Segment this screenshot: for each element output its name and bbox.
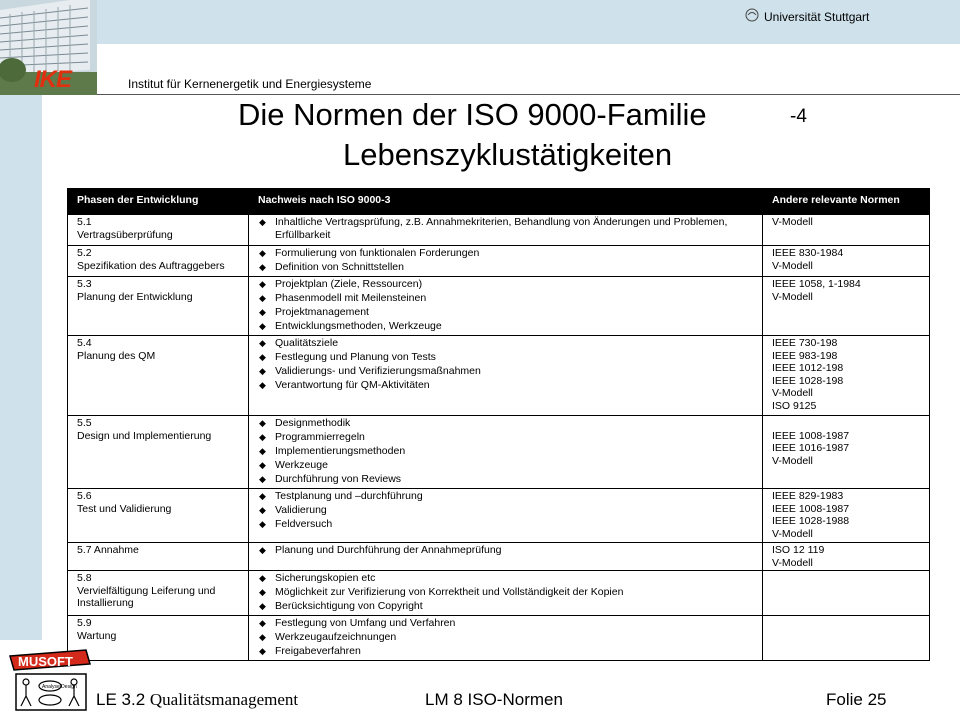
list-item-text: Festlegung von Umfang und Verfahren xyxy=(275,617,456,629)
list-item-text: Programmierregeln xyxy=(275,431,365,443)
norm-entry: IEEE 1028-198 xyxy=(772,374,844,387)
list-item-text: Entwicklungsmethoden, Werkzeuge xyxy=(275,320,442,332)
phase-name: Planung des QM xyxy=(77,349,156,362)
norm-entry: IEEE 983-198 xyxy=(772,349,838,362)
evidence-cell xyxy=(249,277,763,336)
list-item xyxy=(258,261,758,274)
phase-name: Wartung xyxy=(77,629,117,642)
norms-cell xyxy=(763,489,930,543)
norm-entry: IEEE 830-1984 xyxy=(772,247,844,259)
list-item xyxy=(258,631,758,644)
list-item xyxy=(258,278,758,291)
table-row xyxy=(68,489,930,543)
list-item-text: Durchführung von Reviews xyxy=(275,473,402,485)
ike-logo: IKE xyxy=(34,66,72,93)
header-divider xyxy=(97,94,960,95)
norms-cell xyxy=(763,336,930,416)
list-item xyxy=(258,431,758,444)
norm-entry: V-Modell xyxy=(772,556,813,569)
slide-title: Die Normen der ISO 9000-Familie xyxy=(238,97,707,132)
column-header-evidence: Nachweis nach ISO 9000-3 xyxy=(249,189,763,215)
phase-name: Test und Validierung xyxy=(77,502,172,515)
bullet-icon: ◆ xyxy=(259,573,266,583)
evidence-cell xyxy=(249,543,763,571)
bullet-icon: ◆ xyxy=(259,519,266,529)
list-item xyxy=(258,518,758,531)
evidence-cell xyxy=(249,215,763,246)
phase-cell xyxy=(68,336,249,416)
list-item-text: Definition von Schnittstellen xyxy=(275,261,404,273)
bullet-icon: ◆ xyxy=(259,366,266,376)
bullet-icon: ◆ xyxy=(259,248,266,258)
norm-entry: ISO 9125 xyxy=(772,399,817,412)
left-decor-band xyxy=(0,95,42,640)
list-item-text: Testplanung und –durchführung xyxy=(275,490,423,502)
list-item-text: Inhaltliche Vertragsprüfung, z.B. Annahmekriterien, Behandlung von Änderungen und Problemen, Erfüllbarkeit xyxy=(275,216,728,241)
list-item xyxy=(258,645,758,658)
phase-name: Vervielfältigung Leiferung und Installierung xyxy=(77,584,216,609)
list-item-text: Sicherungskopien etc xyxy=(275,572,376,584)
list-item xyxy=(258,490,758,503)
list-item xyxy=(258,247,758,260)
list-item xyxy=(258,417,758,430)
evidence-cell xyxy=(249,616,763,661)
norms-cell xyxy=(763,571,930,616)
evidence-cell xyxy=(249,489,763,543)
list-item-text: Werkzeugaufzeichnungen xyxy=(275,631,397,643)
list-item xyxy=(258,504,758,517)
musoft-logo-text: MUSOFT xyxy=(18,654,73,669)
bullet-icon: ◆ xyxy=(259,262,266,272)
list-item xyxy=(258,337,758,350)
table-row xyxy=(68,571,930,616)
phase-number: 5.2 xyxy=(77,247,92,259)
bullet-icon: ◆ xyxy=(259,418,266,428)
table-row xyxy=(68,336,930,416)
list-item-text: Formulierung von funktionalen Forderungen xyxy=(275,247,480,259)
norms-cell xyxy=(763,616,930,661)
bullet-icon: ◆ xyxy=(259,587,266,597)
norm-entry: V-Modell xyxy=(772,290,813,303)
list-item-text: Qualitätsziele xyxy=(275,337,339,349)
phase-cell xyxy=(68,616,249,661)
list-item xyxy=(258,544,758,557)
phase-cell xyxy=(68,416,249,489)
list-item-text: Validierungs- und Verifizierungsmaßnahmen xyxy=(275,365,481,377)
university-name: Universität Stuttgart xyxy=(764,10,870,24)
phase-cell xyxy=(68,543,249,571)
norms-table xyxy=(67,188,930,661)
list-item-text: Freigabeverfahren xyxy=(275,645,361,657)
list-item-text: Verantwortung für QM-Aktivitäten xyxy=(275,379,430,391)
table-row xyxy=(68,215,930,246)
bullet-icon: ◆ xyxy=(259,279,266,289)
phase-cell xyxy=(68,571,249,616)
list-item xyxy=(258,600,758,613)
norm-entry: V-Modell xyxy=(772,216,813,228)
table-header-row xyxy=(68,189,930,215)
bullet-icon: ◆ xyxy=(259,293,266,303)
bullet-icon: ◆ xyxy=(259,460,266,470)
list-item-text: Werkzeuge xyxy=(275,459,328,471)
list-item-text: Implementierungsmethoden xyxy=(275,445,406,457)
university-logo-icon xyxy=(744,8,760,22)
norm-entry xyxy=(772,417,925,430)
norm-entry: V-Modell xyxy=(772,259,813,272)
phase-number: 5.3 xyxy=(77,278,92,290)
list-item xyxy=(258,379,758,392)
slide-subtitle: Lebenszyklustätigkeiten xyxy=(343,137,673,172)
phase-number: 5.5 xyxy=(77,417,92,429)
phase-cell xyxy=(68,215,249,246)
table-row xyxy=(68,246,930,277)
bullet-icon: ◆ xyxy=(259,545,266,555)
list-item-text: Möglichkeit zur Verifizierung von Korrektheit und Vollständigkeit der Kopien xyxy=(275,586,624,598)
list-item-text: Feldversuch xyxy=(275,518,333,530)
bullet-icon: ◆ xyxy=(259,338,266,348)
norms-cell xyxy=(763,215,930,246)
list-item xyxy=(258,216,758,241)
phase-name: Vertragsüberprüfung xyxy=(77,228,173,241)
norm-entry: V-Modell xyxy=(772,527,813,540)
column-header-phases: Phasen der Entwicklung xyxy=(68,189,249,215)
list-item-text: Berücksichtigung von Copyright xyxy=(275,600,423,612)
list-item xyxy=(258,473,758,486)
list-item xyxy=(258,292,758,305)
evidence-cell xyxy=(249,246,763,277)
phase-number: 5.1 xyxy=(77,216,92,228)
norm-entry: ISO 12 119 xyxy=(772,544,825,556)
bullet-icon: ◆ xyxy=(259,321,266,331)
table-row xyxy=(68,616,930,661)
norm-entry: IEEE 1016-1987 xyxy=(772,442,850,454)
bullet-icon: ◆ xyxy=(259,491,266,501)
list-item xyxy=(258,445,758,458)
list-item-text: Projektmanagement xyxy=(275,306,369,318)
list-item xyxy=(258,306,758,319)
table-row xyxy=(68,277,930,336)
list-item-text: Designmethodik xyxy=(275,417,351,429)
institute-name: Institut für Kernenergetik und Energiesysteme xyxy=(128,77,372,91)
evidence-cell xyxy=(249,571,763,616)
bullet-icon: ◆ xyxy=(259,380,266,390)
list-item xyxy=(258,617,758,630)
norm-entry: IEEE 1058, 1-1984 xyxy=(772,278,861,290)
list-item-text: Festlegung und Planung von Tests xyxy=(275,351,436,363)
phase-name: Spezifikation des Auftraggebers xyxy=(77,259,225,272)
footer-course xyxy=(96,690,298,710)
list-item xyxy=(258,365,758,378)
norm-entry: IEEE 1012-198 xyxy=(772,362,844,374)
phase-cell xyxy=(68,277,249,336)
norm-entry: IEEE 1028-1988 xyxy=(772,515,850,527)
phase-number: 5.8 xyxy=(77,572,92,584)
bullet-icon: ◆ xyxy=(259,307,266,317)
norm-entry: V-Modell xyxy=(772,387,813,399)
musoft-logo xyxy=(6,648,94,716)
norms-cell xyxy=(763,277,930,336)
phase-number: 5.7 Annahme xyxy=(77,544,139,556)
list-item xyxy=(258,572,758,585)
footer-course-name: Qualitätsmanagement xyxy=(149,690,299,709)
bullet-icon: ◆ xyxy=(259,352,266,362)
list-item xyxy=(258,586,758,599)
evidence-cell xyxy=(249,336,763,416)
phase-number: 5.6 xyxy=(77,490,92,502)
phase-cell xyxy=(68,489,249,543)
list-item-text: Validierung xyxy=(275,504,327,516)
footer-course-prefix: LE 3.2 xyxy=(96,690,146,709)
bullet-icon: ◆ xyxy=(259,505,266,515)
column-header-norms: Andere relevante Normen xyxy=(763,189,930,215)
norm-entry: V-Modell xyxy=(772,454,813,467)
phase-number: 5.9 xyxy=(77,617,92,629)
bullet-icon: ◆ xyxy=(259,474,266,484)
musoft-logo-subtext: Analyse Design xyxy=(42,684,77,690)
bullet-icon: ◆ xyxy=(259,632,266,642)
norms-cell xyxy=(763,543,930,571)
list-item xyxy=(258,351,758,364)
phase-cell xyxy=(68,246,249,277)
bullet-icon: ◆ xyxy=(259,432,266,442)
table-row xyxy=(68,416,930,489)
bullet-icon: ◆ xyxy=(259,446,266,456)
norms-cell xyxy=(763,246,930,277)
evidence-cell xyxy=(249,416,763,489)
list-item-text: Planung und Durchführung der Annahmeprüfung xyxy=(275,544,502,556)
table-row xyxy=(68,543,930,571)
list-item-text: Phasenmodell mit Meilensteinen xyxy=(275,292,427,304)
norm-entry: IEEE 829-1983 xyxy=(772,490,844,502)
list-item xyxy=(258,459,758,472)
phase-number: 5.4 xyxy=(77,337,92,349)
phase-name: Planung der Entwicklung xyxy=(77,290,193,303)
bullet-icon: ◆ xyxy=(259,601,266,611)
bullet-icon: ◆ xyxy=(259,618,266,628)
norm-entry: IEEE 1008-1987 xyxy=(772,502,850,515)
norms-cell xyxy=(763,416,930,489)
list-item xyxy=(258,320,758,333)
slide-title-suffix: -4 xyxy=(790,106,807,127)
norm-entry: IEEE 730-198 xyxy=(772,337,838,349)
footer-slide-number: Folie 25 xyxy=(826,690,887,709)
phase-name: Design und Implementierung xyxy=(77,429,212,442)
bullet-icon: ◆ xyxy=(259,646,266,656)
list-item-text: Projektplan (Ziele, Ressourcen) xyxy=(275,278,423,290)
norm-entry: IEEE 1008-1987 xyxy=(772,429,850,442)
bullet-icon: ◆ xyxy=(259,217,266,227)
footer-module: LM 8 ISO-Normen xyxy=(425,690,563,709)
